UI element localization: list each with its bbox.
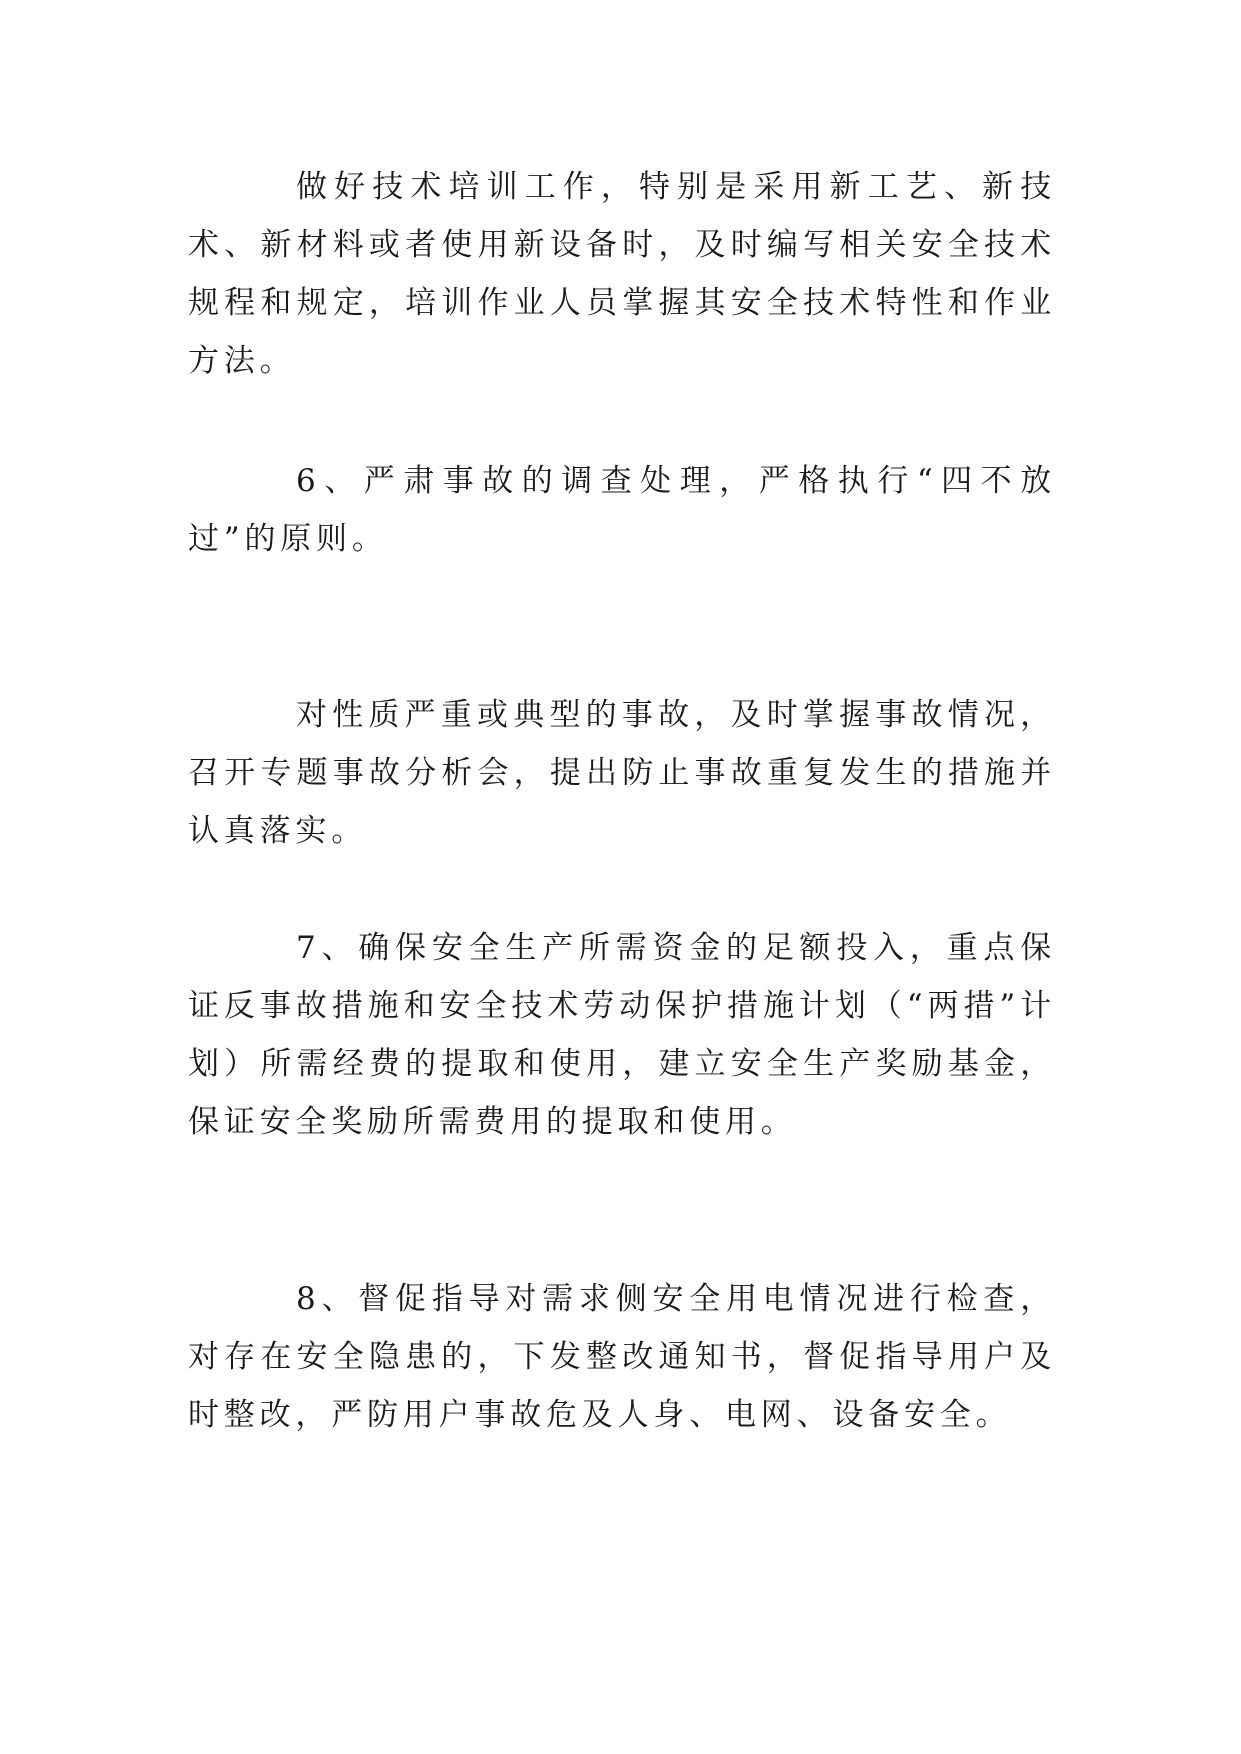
paragraph-item-8-demand-side-inspection: 8、督促指导对需求侧安全用电情况进行检查，对存在安全隐患的，下发整改通知书，督促指导用户及时整改，严防用户事故危及人身、电网、设备安全。	[188, 1281, 1056, 1433]
paragraph-technical-training: 做好技术培训工作，特别是采用新工艺、新技术、新材料或者使用新设备时，及时编写相关安全技术规程和规定，培训作业人员掌握其安全技术特性和作业方法。	[188, 169, 1056, 379]
paragraph-item-7-safety-funding: 7、确保安全生产所需资金的足额投入，重点保证反事故措施和安全技术劳动保护措施计划（“两措”计划）所需经费的提取和使用，建立安全生产奖励基金，保证安全奖励所需费用的提取和使用。	[188, 930, 1056, 1140]
paragraph-item-6-accident-investigation: 6、严肃事故的调查处理，严格执行“四不放过”的原则。	[188, 463, 1056, 557]
paragraph-accident-analysis: 对性质严重或典型的事故，及时掌握事故情况，召开专题事故分析会，提出防止事故重复发生的措施并认真落实。	[188, 697, 1056, 849]
